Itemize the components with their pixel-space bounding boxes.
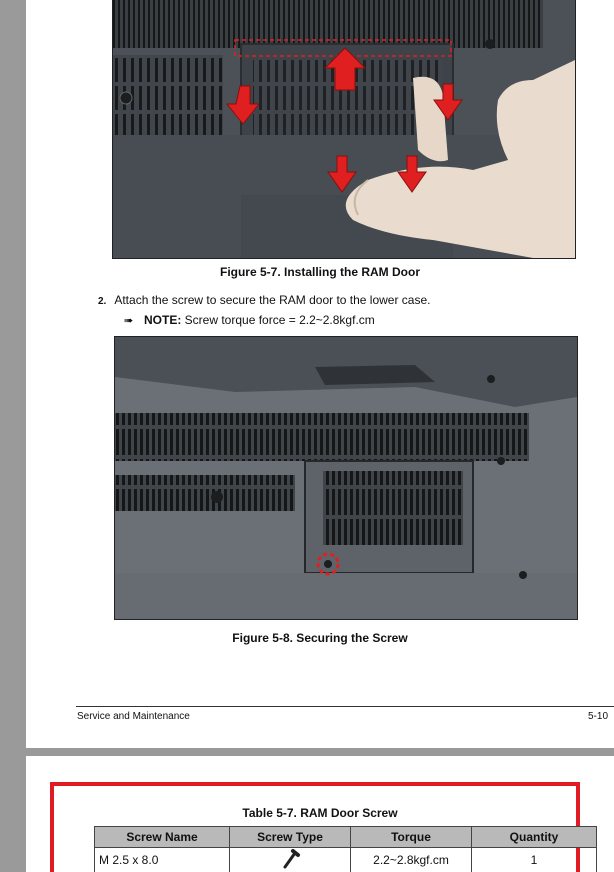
column-header: Torque <box>351 827 472 848</box>
footer-section: Service and Maintenance <box>77 711 190 722</box>
footer-page-number: 5-10 <box>587 711 608 722</box>
quantity-cell: 1 <box>472 848 597 872</box>
column-header: Quantity <box>472 827 597 848</box>
note-text: Screw torque force = 2.2~2.8kgf.cm <box>181 313 375 327</box>
footer-divider <box>76 706 614 707</box>
screw-name-cell: M 2.5 x 8.0 <box>95 848 230 872</box>
table-row <box>95 848 597 872</box>
column-header: Screw Name <box>95 827 230 848</box>
note <box>124 313 375 327</box>
figure-installing-ram-door <box>112 0 576 259</box>
document-page <box>26 0 614 748</box>
step-instruction <box>98 293 431 307</box>
document-page <box>26 756 614 872</box>
note-arrow-icon: ➠ <box>124 315 134 327</box>
table-title: Table 5-7. RAM Door Screw <box>242 806 398 820</box>
note-label: NOTE: <box>144 313 182 327</box>
column-header: Screw Type <box>230 827 351 848</box>
screw-type-cell <box>230 848 351 872</box>
figure-caption: Figure 5-8. Securing the Screw <box>232 631 408 645</box>
step-number: 2. <box>98 296 107 307</box>
table-header-row <box>95 827 597 848</box>
step-text: Attach the screw to secure the RAM door to the lower case. <box>114 293 431 307</box>
figure-caption: Figure 5-7. Installing the RAM Door <box>219 265 420 279</box>
torque-cell: 2.2~2.8kgf.cm <box>351 848 472 872</box>
screw-table <box>94 826 597 872</box>
screw-image-icon <box>275 849 305 869</box>
figure-securing-screw <box>114 336 578 620</box>
